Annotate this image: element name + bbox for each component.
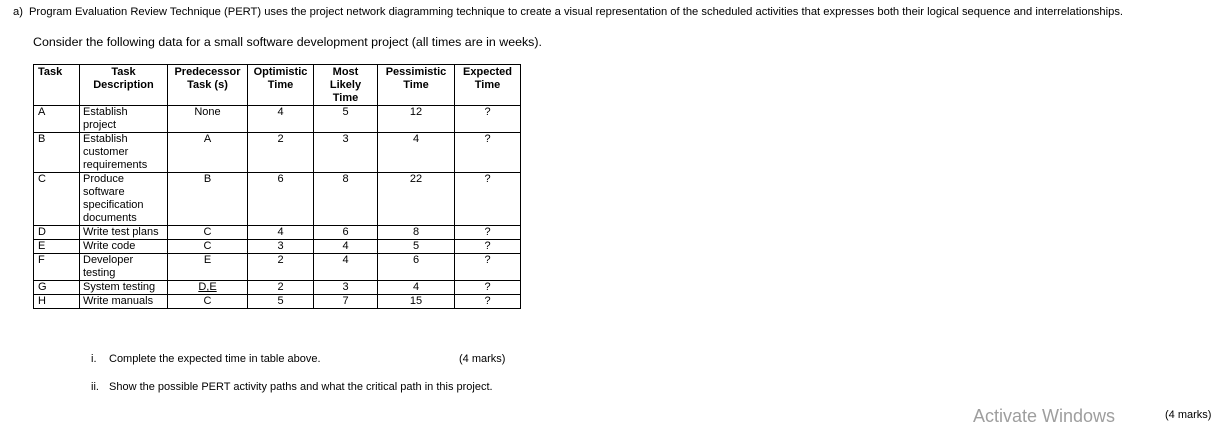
cell-expected: ?: [455, 226, 521, 240]
cell-pessimistic: 4: [378, 281, 455, 295]
cell-expected: ?: [455, 281, 521, 295]
cell-task: C: [34, 173, 80, 226]
cell-description: [80, 133, 168, 173]
question-i: [91, 353, 321, 365]
cell-optimistic: 4: [248, 226, 314, 240]
table-header-row: [34, 65, 521, 106]
cell-optimistic: 6: [248, 173, 314, 226]
description-text: Produce software specification documents: [83, 173, 144, 224]
cell-expected: ?: [455, 133, 521, 173]
cell-description: [80, 226, 168, 240]
cell-expected: ?: [455, 173, 521, 226]
cell-optimistic: 2: [248, 281, 314, 295]
cell-pessimistic: 4: [378, 133, 455, 173]
col-header-most-likely: Most Likely Time: [314, 65, 378, 106]
cell-pessimistic: 5: [378, 240, 455, 254]
cell-predecessor: A: [168, 133, 248, 173]
intro-text: Program Evaluation Review Technique (PERT) uses the project network diagramming technique to create a visual representation of the scheduled activities that expresses both their logical sequence and interrelationships.: [28, 6, 1124, 18]
consider-text: Consider the following data for a small software development project (all times are in weeks).: [33, 35, 542, 49]
question-i-marks: (4 marks): [459, 353, 506, 365]
cell-expected: ?: [455, 240, 521, 254]
table-row: [34, 226, 521, 240]
cell-description: Write manuals: [80, 295, 168, 309]
description-text: Establish customer requirements: [83, 133, 148, 171]
cell-optimistic: 2: [248, 133, 314, 173]
cell-expected: ?: [455, 254, 521, 281]
table-row: [34, 106, 521, 133]
cell-pessimistic: 12: [378, 106, 455, 133]
question-text: Show the possible PERT activity paths and what the critical path in this project.: [109, 381, 493, 393]
question-label: a): [13, 6, 23, 18]
cell-expected: ?: [455, 106, 521, 133]
question-text: Complete the expected time in table above.: [109, 353, 321, 365]
question-ii: [91, 381, 493, 393]
cell-most-likely: 3: [314, 281, 378, 295]
cell-description: [80, 254, 168, 281]
table-row: [34, 240, 521, 254]
cell-task: E: [34, 240, 80, 254]
cell-most-likely: 7: [314, 295, 378, 309]
table-row: [34, 173, 521, 226]
table-row: [34, 295, 521, 309]
cell-most-likely: 4: [314, 254, 378, 281]
cell-pessimistic: 6: [378, 254, 455, 281]
cell-most-likely: 4: [314, 240, 378, 254]
cell-task: G: [34, 281, 80, 295]
cell-task: D: [34, 226, 80, 240]
description-text: Establish project: [83, 106, 128, 131]
cell-most-likely: 3: [314, 133, 378, 173]
cell-predecessor: E: [168, 254, 248, 281]
cell-description: System testing: [80, 281, 168, 295]
cell-task: B: [34, 133, 80, 173]
table-row: [34, 281, 521, 295]
cell-optimistic: 2: [248, 254, 314, 281]
question-number: ii.: [91, 381, 99, 393]
cell-task: H: [34, 295, 80, 309]
cell-pessimistic: 22: [378, 173, 455, 226]
cell-pessimistic: 8: [378, 226, 455, 240]
activate-windows-watermark: Activate Windows: [973, 406, 1116, 426]
description-text: Developer testing: [83, 254, 134, 279]
cell-predecessor: B: [168, 173, 248, 226]
cell-most-likely: 6: [314, 226, 378, 240]
table-row: [34, 133, 521, 173]
cell-expected: ?: [455, 295, 521, 309]
pert-data-table: [33, 64, 521, 309]
cell-most-likely: 5: [314, 106, 378, 133]
col-header-predecessor: Predecessor Task (s): [168, 65, 248, 106]
cell-description: [80, 173, 168, 226]
question-ii-marks: (4 marks): [1165, 409, 1212, 421]
cell-predecessor: C: [168, 226, 248, 240]
cell-optimistic: 4: [248, 106, 314, 133]
cell-predecessor: D,E: [168, 281, 248, 295]
cell-predecessor: C: [168, 295, 248, 309]
cell-task: F: [34, 254, 80, 281]
question-intro: [13, 6, 1123, 18]
cell-optimistic: 3: [248, 240, 314, 254]
description-text: Write test plans: [83, 226, 159, 238]
table-row: [34, 254, 521, 281]
cell-predecessor: None: [168, 106, 248, 133]
col-header-expected: Expected Time: [455, 65, 521, 106]
col-header-description: Task Description: [80, 65, 168, 106]
cell-task: A: [34, 106, 80, 133]
col-header-optimistic: Optimistic Time: [248, 65, 314, 106]
col-header-pessimistic: Pessimistic Time: [378, 65, 455, 106]
col-header-task: Task: [34, 65, 80, 106]
cell-pessimistic: 15: [378, 295, 455, 309]
cell-optimistic: 5: [248, 295, 314, 309]
question-number: i.: [91, 353, 97, 365]
cell-most-likely: 8: [314, 173, 378, 226]
cell-predecessor: C: [168, 240, 248, 254]
cell-description: [80, 106, 168, 133]
cell-description: Write code: [80, 240, 168, 254]
